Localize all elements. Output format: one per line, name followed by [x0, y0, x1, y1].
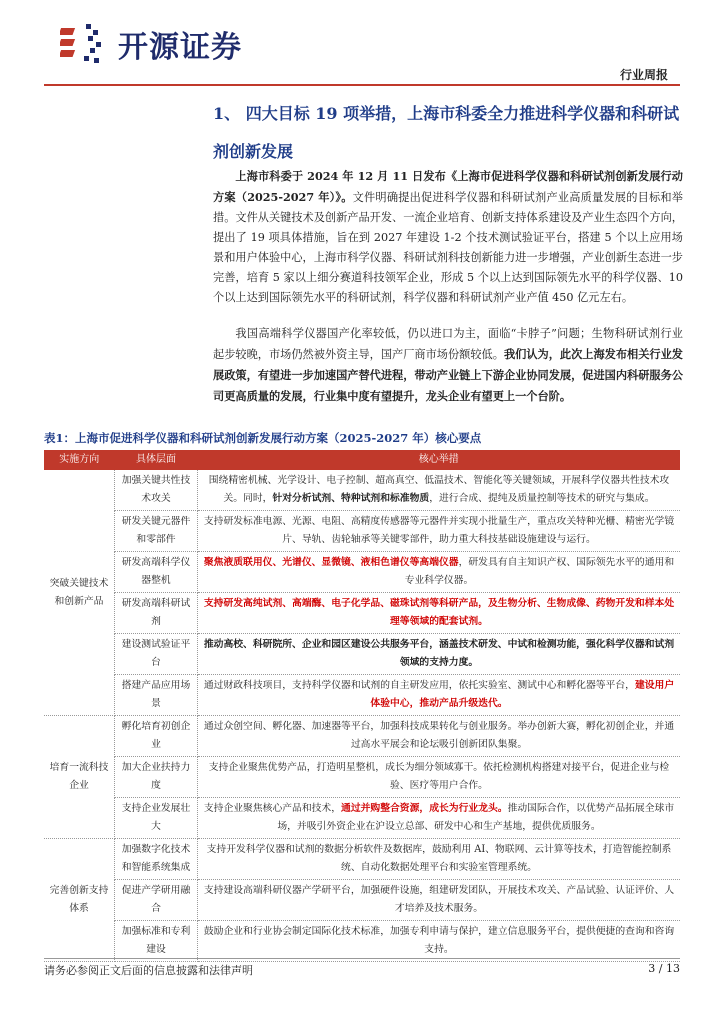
paragraph-2 — [213, 324, 683, 407]
measure-text: 通过并购整合资源，成长为行业龙头。 — [341, 803, 508, 814]
table-row — [44, 880, 680, 921]
table-row — [44, 511, 680, 552]
report-type-label: 行业周报 — [619, 68, 668, 82]
level-cell: 建设测试验证平台 — [115, 634, 198, 675]
measure-cell — [198, 634, 681, 675]
direction-cell: 突破关键技术和创新产品 — [44, 470, 115, 716]
measure-text: ，研发具有自主知识产权、国际领先水平的通用和专业科学仪器。 — [404, 557, 675, 586]
table-row — [44, 552, 680, 593]
paragraph-1-body: 文件明确提出促进科学仪器和科研试剂产业高质量发展的目标和举措。文件从关键技术及创新产品开发、一流企业培育、创新支持体系建设及产业生态四个方向，提出了 19 项具体措施，旨在到 2027 年建设 1-2 个技术测试验证平台，搭建 5 个以上应用场景和用户体验中心，上海市科学仪器、科研试剂科技创新能力进一步增强，产业创新生态进一步完善，培育 5 家以上细分赛道科技领军企业，形成 5 个以上达到国际领先水平的科学仪器、10 个以上达到国际领先水平的科研试剂，科学仪器和科研试剂产业产值 450 亿元左右。 — [213, 191, 683, 304]
direction-cell: 培育一流科技企业 — [44, 716, 115, 839]
header-divider — [44, 84, 680, 86]
section-title: 1、 四大目标 19 项举措，上海市科委全力推进科学仪器和科研试剂创新发展 — [213, 104, 680, 161]
paragraph-1-lead: 上海市科委于 2024 年 12 月 11 日发布《上海市促进科学仪器和科研试剂创新发展行动方案（2025-2027 年）》。 — [213, 169, 683, 204]
measure-text: 支持企业聚焦核心产品和技术， — [203, 803, 342, 814]
level-cell: 加强关键共性技术攻关 — [115, 470, 198, 511]
table-row — [44, 839, 680, 880]
measure-text: 围绕精密机械、光学设计、电子控制、超高真空、低温技术、智能化等关键领域，开展科学仪器共性技术攻关。同时， — [208, 475, 670, 504]
table-row — [44, 593, 680, 634]
measure-cell — [198, 757, 681, 798]
paragraph-2-body: 我国高端科学仪器国产化率较低，仍以进口为主，面临“卡脖子”问题；生物科研试剂行业起步较晚，市场仍然被外资主导，国产厂商市场份额较低。 — [213, 327, 683, 361]
measure-cell — [198, 798, 681, 839]
table-row — [44, 757, 680, 798]
level-cell: 促进产学研用融合 — [115, 880, 198, 921]
logo-text: 开源证券 — [118, 30, 242, 65]
table-row — [44, 634, 680, 675]
logo-mark-icon — [60, 20, 108, 68]
measure-text: 推动高校、科研院所、企业和园区建设公共服务平台，涵盖技术研发、中试和检测功能，强化科学仪器和试剂领域的支持力度。 — [203, 639, 675, 668]
level-cell: 孵化培育初创企业 — [115, 716, 198, 757]
level-cell: 加强数字化技术和智能系统集成 — [115, 839, 198, 880]
measure-cell — [198, 470, 681, 511]
measure-cell — [198, 839, 681, 880]
measure-text: 通过众创空间、孵化器、加速器等平台，加强科技成果转化与创业服务。举办创新大赛，孵化初创企业，并通过高水平展会和论坛吸引创新团队集聚。 — [203, 721, 675, 750]
paragraph-1 — [213, 166, 683, 308]
level-cell: 研发高端科研试剂 — [115, 593, 198, 634]
policy-table — [44, 450, 680, 962]
table-row — [44, 675, 680, 716]
measure-cell — [198, 880, 681, 921]
measure-cell — [198, 921, 681, 962]
measure-text: ，进行合成、提纯及质量控制等技术的研究与集成。 — [429, 493, 655, 504]
footer-divider — [44, 958, 680, 959]
measure-text: 支持研发标准电源、光源、电阻、高精度传感器等元器件并实现小批量生产，重点攻关特种光栅、精密光学镜片、导轨、齿轮轴承等关键零部件，助力重大科技基础设施建设与运行。 — [203, 516, 675, 545]
direction-cell: 完善创新支持体系 — [44, 839, 115, 962]
measure-cell — [198, 552, 681, 593]
measure-cell — [198, 511, 681, 552]
table-row — [44, 921, 680, 962]
measure-text: 聚焦液质联用仪、光谱仪、显微镜、液相色谱仪等高端仪器 — [203, 557, 459, 568]
level-cell: 搭建产品应用场景 — [115, 675, 198, 716]
measure-cell — [198, 716, 681, 757]
level-cell: 研发关键元器件和零部件 — [115, 511, 198, 552]
measure-text: 鼓励企业和行业协会制定国际化技术标准，加强专利申请与保护，建立信息服务平台，提供便捷的查询和咨询支持。 — [203, 926, 675, 955]
measure-text: 支持开发科学仪器和试剂的数据分析软件及数据库，鼓励利用 AI、物联网、云计算等技术，打造智能控制系统、自动化数据处理平台和实验室管理系统。 — [206, 844, 672, 873]
measure-text: 支持企业聚焦优势产品，打造明星整机，成长为细分领域寡干。依托检测机构搭建对接平台，促进企业与检验、医疗等用户合作。 — [208, 762, 670, 791]
page-number: 3 / 13 — [648, 962, 680, 975]
table-header-measure: 核心举措 — [198, 450, 681, 470]
table-header-direction: 实施方向 — [44, 450, 115, 470]
measure-cell — [198, 593, 681, 634]
table-title: 表1：上海市促进科学仪器和科研试剂创新发展行动方案（2025-2027 年）核心要点 — [44, 431, 482, 445]
level-cell: 加强标准和专利建设 — [115, 921, 198, 962]
measure-text: 建设用户体验中心，推动产品升级迭代。 — [370, 680, 675, 709]
footer-disclaimer: 请务必参阅正文后面的信息披露和法律声明 — [44, 964, 253, 977]
paragraph-2-tail: 我们认为，此次上海发布相关行业发展政策，有望进一步加速国产替代进程，带动产业链上下游企业协同发展，促进国内科研服务公司更高质量的发展，行业集中度有望提升，龙头企业有望更上一个台阶。 — [213, 347, 683, 403]
measure-cell — [198, 675, 681, 716]
table-row — [44, 798, 680, 839]
measure-text: 针对分析试剂、特种试剂和标准物质 — [272, 493, 430, 504]
table-header-level: 具体层面 — [115, 450, 198, 470]
measure-text: 支持研发高纯试剂、高端酶、电子化学品、磁珠试剂等科研产品，及生物分析、生物成像、药物开发和样本处理等领域的配套试剂。 — [203, 598, 675, 627]
measure-text: 支持建设高端科研仪器产学研平台，加强硬件设施，组建研发团队，开展技术攻关、产品试验、认证评价、人才培养及技术服务。 — [203, 885, 675, 914]
table-row — [44, 470, 680, 511]
company-logo — [60, 18, 242, 70]
table-row — [44, 716, 680, 757]
measure-text: 通过财政科技项目，支持科学仪器和试剂的自主研发应用，依托实验室、测试中心和孵化器等平台， — [203, 680, 635, 691]
level-cell: 支持企业发展壮大 — [115, 798, 198, 839]
measure-text: 推动国际合作，以优势产品拓展全球市场，并吸引外资企业在沪设立总部、研发中心和生产基地，提供优质服务。 — [277, 803, 675, 832]
level-cell: 研发高端科学仪器整机 — [115, 552, 198, 593]
level-cell: 加大企业扶持力度 — [115, 757, 198, 798]
